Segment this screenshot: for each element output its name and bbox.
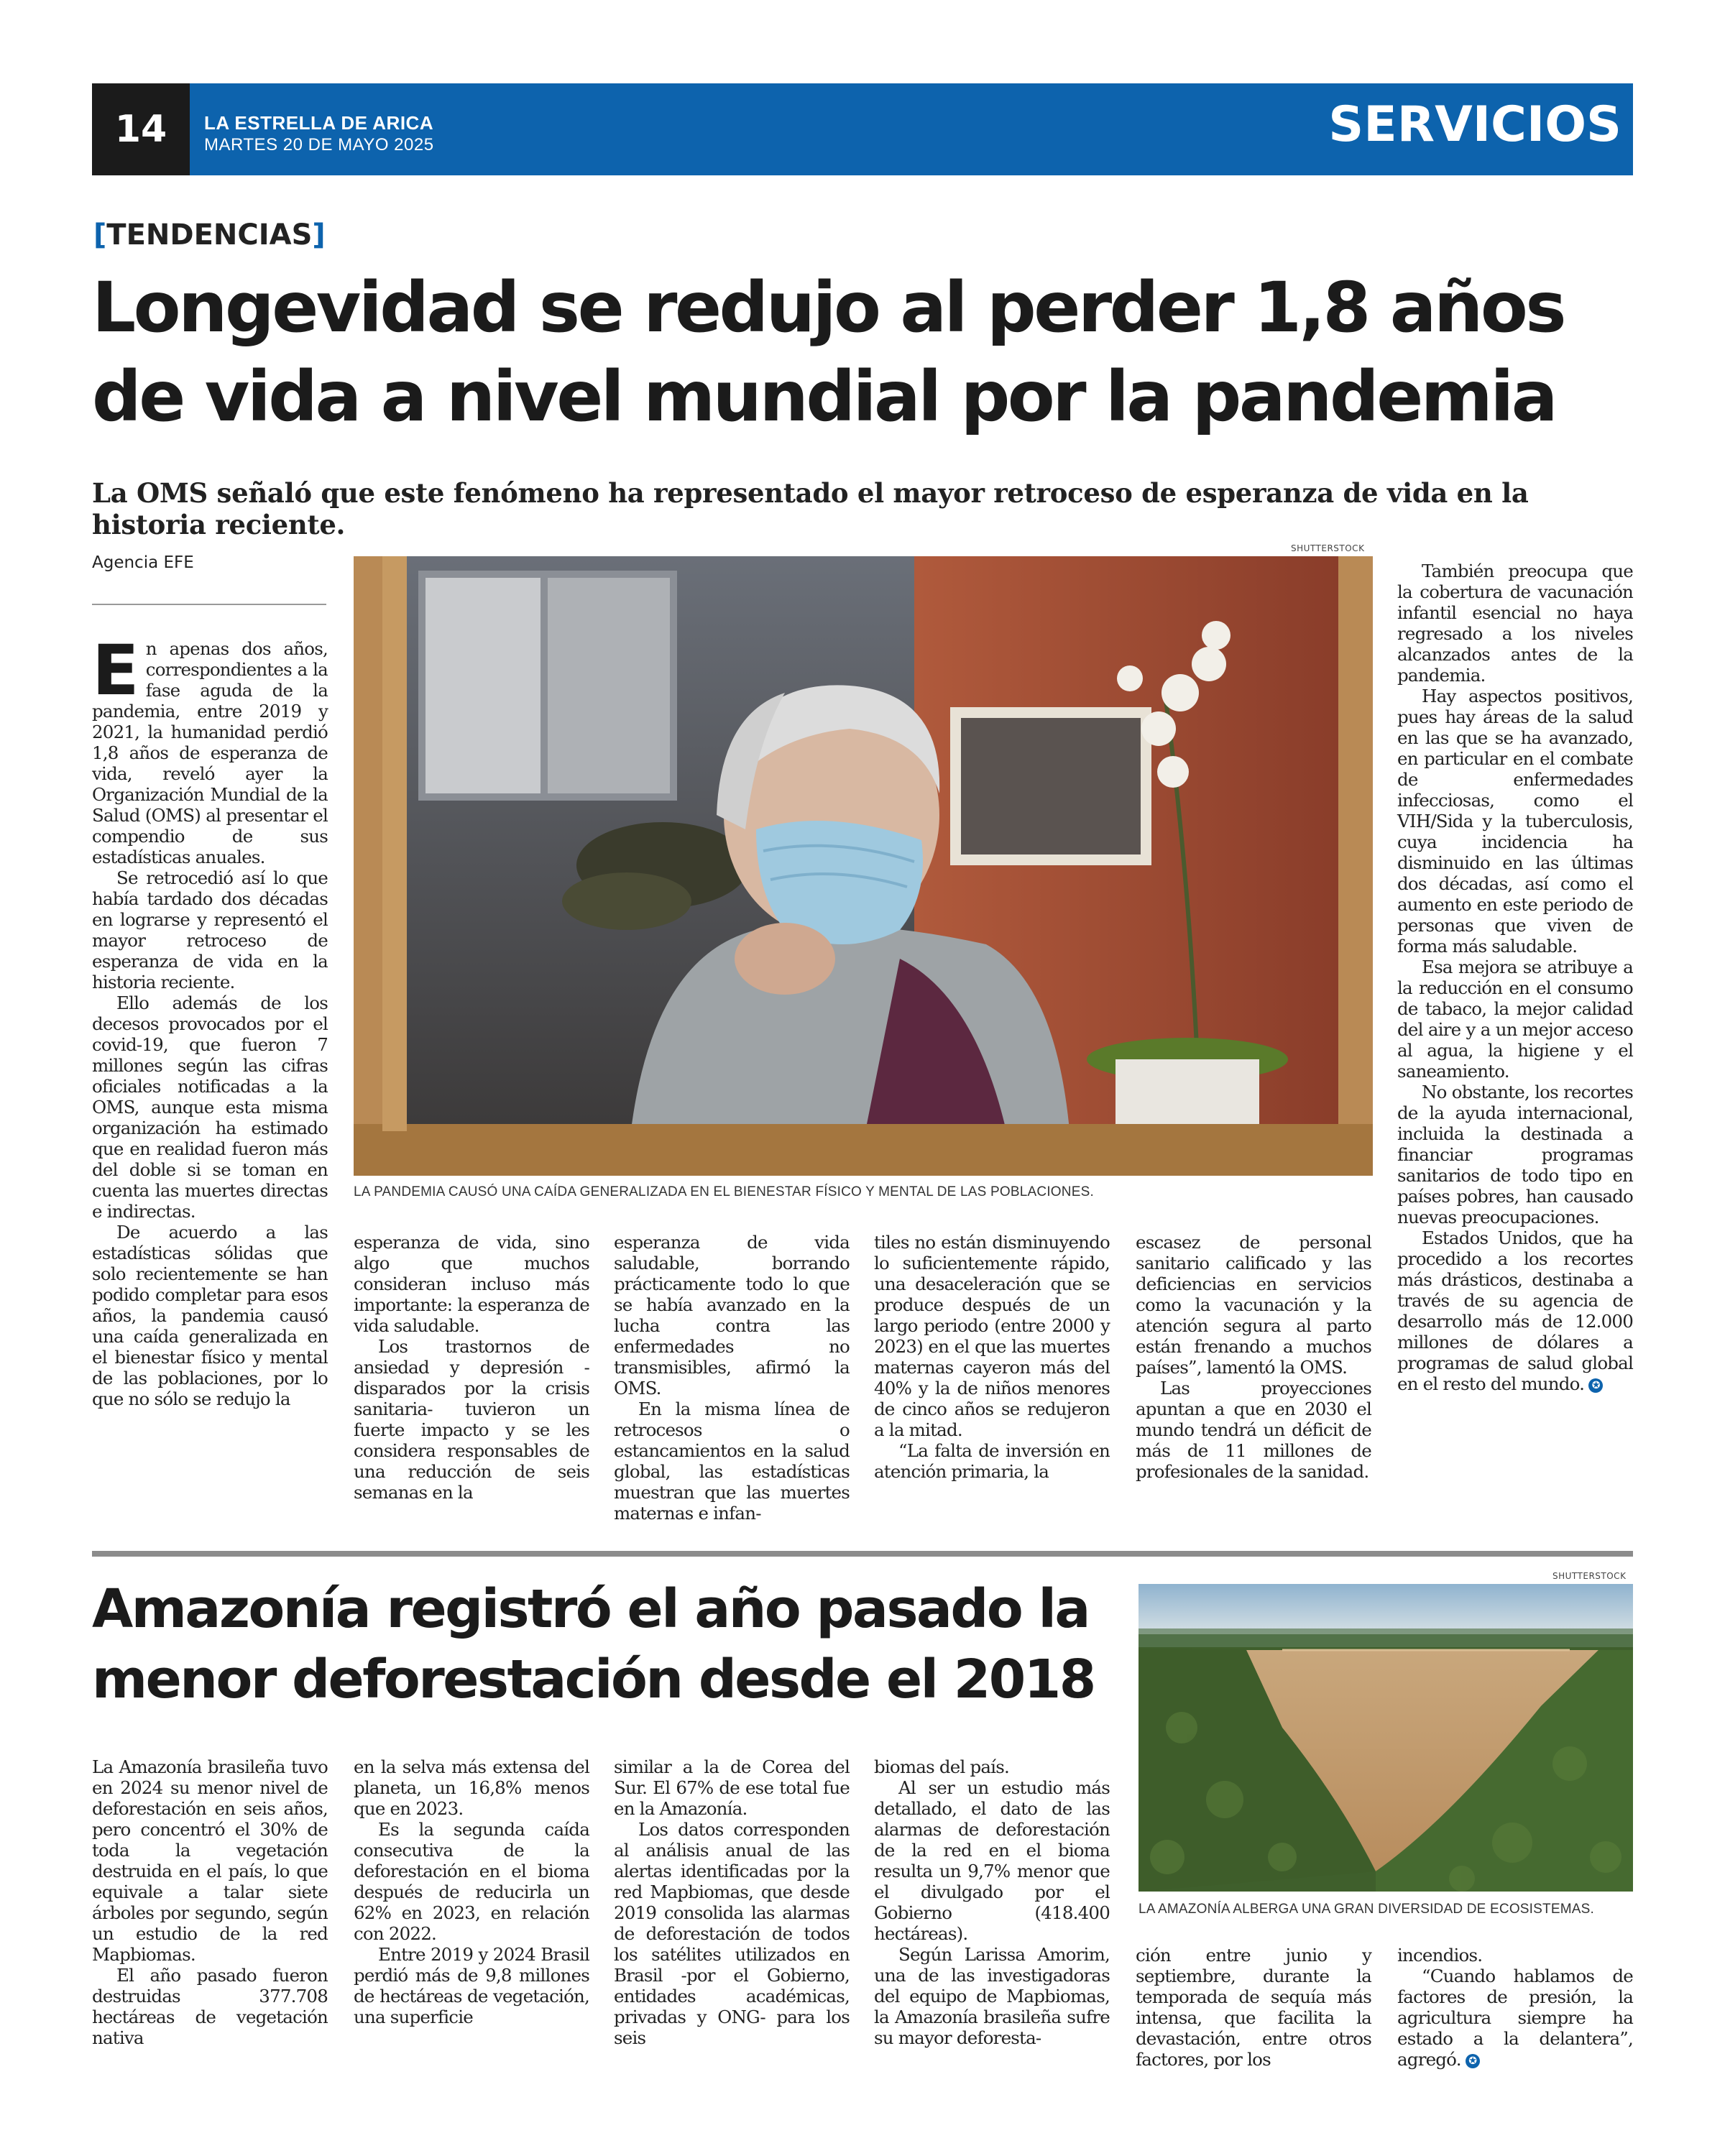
kicker: [TENDENCIAS]	[93, 218, 326, 252]
byline-divider	[92, 604, 326, 605]
story1-column-6	[1397, 561, 1633, 1394]
deforestation-aerial-illustration	[1138, 1584, 1633, 1892]
page-header	[92, 83, 1633, 175]
story1-column-4	[874, 1232, 1110, 1482]
paragraph: “La falta de inversión en atención primaria, la	[874, 1440, 1110, 1482]
headline-2	[92, 1574, 1127, 1715]
paragraph: Entre 2019 y 2024 Brasil perdió más de 9,8 millones de hectáreas de vegetación, una superficie	[354, 1944, 589, 2027]
paragraph: Las proyecciones apuntan a que en 2030 el mundo tendrá un déficit de más de 11 millones de profesionales de la sanidad.	[1136, 1378, 1371, 1482]
paragraph: La Amazonía brasileña tuvo en 2024 su menor nivel de deforestación en seis años, pero concentró el 30% de toda la vegetación destruida en el país, lo que equivale a talar siete árboles por segundo, según un estudio de la red Mapbiomas.	[92, 1756, 328, 1965]
lead-photo	[354, 556, 1373, 1176]
woman-at-window-illustration	[354, 556, 1373, 1176]
paragraph: En la misma línea de retrocesos o estancamientos en la salud global, las estadísticas muestran que las muertes maternas e infan-	[614, 1399, 850, 1524]
paragraph-text: Estados Unidos, que ha procedido a los recortes más drásticos, destinaba a través de su agencia de desarrollo más de 12.000 millones de dólares a programas de salud global en el resto del mundo.	[1397, 1227, 1633, 1394]
paragraph: De acuerdo a las estadísticas sólidas que solo recientemente se han podido completar para esos años, la pandemia causó una caída generalizada en el bienestar físico y mental de las poblaciones, por lo que no sólo se redujo la	[92, 1222, 328, 1409]
paragraph: en la selva más extensa del planeta, un 16,8% menos que en 2023.	[354, 1756, 589, 1819]
deck: La OMS señaló que este fenómeno ha representado el mayor retroceso de esperanza de vida en la historia reciente.	[92, 477, 1529, 540]
paragraph: similar a la de Corea del Sur. El 67% de ese total fue en la Amazonía.	[614, 1756, 850, 1819]
photo-credit-2: SHUTTERSTOCK	[1552, 1571, 1627, 1581]
paragraph	[1397, 1966, 1633, 2070]
paragraph: No obstante, los recortes de la ayuda internacional, incluida la destinada a financiar programas sanitarios de todo tipo en países pobres, han causado nuevas preocupaciones.	[1397, 1082, 1633, 1227]
headline-2-line-2: menor deforestación desde el 2018	[92, 1649, 1095, 1710]
paragraph: Es la segunda caída consecutiva de la deforestación en el bioma después de reducirla un 62% en 2023, en relación con 2022.	[354, 1819, 589, 1944]
paragraph: esperanza de vida saludable, borrando prácticamente todo lo que se había avanzado en la lucha contra las enfermedades no transmisibles, afirmó la OMS.	[614, 1232, 850, 1399]
paragraph: incendios.	[1397, 1945, 1483, 1966]
paragraph: Esa mejora se atribuye a la reducción en el consumo de tabaco, la mejor calidad del aire y a un mejor acceso al agua, la higiene y el saneamiento.	[1397, 957, 1633, 1082]
story2-column-2	[354, 1756, 589, 2027]
story1-column-2	[354, 1232, 589, 1503]
paragraph: Según Larissa Amorim, una de las investigadoras del equipo de Mapbiomas, la Amazonía brasileña sufre su mayor deforesta-	[874, 1944, 1110, 2048]
paragraph-text: “Cuando hablamos de factores de presión, la agricultura siempre ha estado a la delantera”, agregó.	[1397, 1966, 1633, 2070]
publication-name: LA ESTRELLA DE ARICA	[204, 112, 434, 134]
paragraph	[1397, 1227, 1633, 1394]
photo-caption-2: LA AMAZONÍA ALBERGA UNA GRAN DIVERSIDAD DE ECOSISTEMAS.	[1138, 1902, 1594, 1917]
paragraph: esperanza de vida, sino algo que muchos consideran incluso más importante: la esperanza de vida saludable.	[354, 1232, 589, 1336]
story1-column-3	[614, 1232, 850, 1524]
headline-2-line-1: Amazonía registró el año pasado la	[92, 1578, 1089, 1640]
paragraph: biomas del país.	[874, 1756, 1009, 1777]
paragraph: ción entre junio y septiembre, durante la temporada de sequía más intensa, que facilita la devastación, entre otros factores, por los	[1136, 1945, 1371, 2070]
section-name: SERVICIOS	[1328, 96, 1622, 153]
paragraph: escasez de personal sanitario calificado y las deficiencias en servicios como la vacunación y la atención segura al parto están frenando a muchos países”, lamentó la OMS.	[1136, 1232, 1371, 1378]
end-mark-icon: ✪	[1466, 2054, 1480, 2068]
paragraph-text: n apenas dos años, correspondientes a la fase aguda de la pandemia, entre 2019 y 2021, la humanidad perdió 1,8 años de esperanza de vida, reveló ayer la Organización Mundial de la Salud (OMS) al presentar el compendio de sus estadísticas anuales.	[92, 638, 328, 867]
story1-column-1	[92, 630, 328, 1409]
story2-column-4	[874, 1756, 1110, 2048]
story2-column-3	[614, 1756, 850, 2048]
end-mark-icon: ✪	[1588, 1378, 1603, 1393]
byline: Agencia EFE	[92, 553, 194, 572]
page-number: 14	[92, 83, 190, 175]
paragraph: Al ser un estudio más detallado, el dato de las alarmas de deforestación de la red en el bioma resulta un 9,7% menor que el divulgado por el Gobierno (418.400 hectáreas).	[874, 1777, 1110, 1944]
paragraph: Ello además de los decesos provocados por el covid-19, que fueron 7 millones según las cifras oficiales notificadas a la OMS, aunque esta misma organización ha estimado que en realidad fueron más del doble si se toman en cuenta las muertes directas e indirectas.	[92, 992, 328, 1222]
paragraph: Se retrocedió así lo que había tardado dos décadas en lograrse y representó el mayor retroceso de esperanza de vida en la historia reciente.	[92, 867, 328, 992]
paragraph: Los trastornos de ansiedad y depresión -disparados por la crisis sanitaria- tuvieron un fuerte impacto y se les considera responsables de una reducción de seis semanas en la	[354, 1336, 589, 1503]
amazon-photo	[1138, 1584, 1633, 1892]
paragraph: También preocupa que la cobertura de vacunación infantil esencial no haya regresado a los niveles alcanzados antes de la pandemia.	[1397, 561, 1633, 686]
paragraph: El año pasado fueron destruidas 377.708 hectáreas de vegetación nativa	[92, 1965, 328, 2048]
photo-caption: LA PANDEMIA CAUSÓ UNA CAÍDA GENERALIZADA EN EL BIENESTAR FÍSICO Y MENTAL DE LAS POBLACIONES.	[354, 1184, 1094, 1199]
story2-column-1	[92, 1756, 328, 2048]
drop-cap: E	[92, 630, 139, 711]
paragraph: Los datos corresponden al análisis anual de las alertas identificadas por la red Mapbiomas, que desde 2019 consolida las alarmas de deforestación de todos los satélites utilizados en Brasil -por el Gobierno, entidades académicas, privadas y ONG- para los seis	[614, 1819, 850, 2048]
paragraph: Hay aspectos positivos, pues hay áreas de la salud en las que se ha avanzado, en particular en el combate de enfermedades infecciosas, como el VIH/Sida y la tuberculosis, cuya incidencia ha disminuido en las últimas dos décadas, así como el aumento en este periodo de personas que viven de forma más saludable.	[1397, 686, 1633, 957]
headline-line-2: de vida a nivel mundial por la pandemia	[92, 356, 1556, 437]
kicker-text: TENDENCIAS	[106, 218, 313, 252]
story2-column-6	[1397, 1945, 1633, 2070]
story1-column-5	[1136, 1232, 1371, 1482]
publication-date: MARTES 20 DE MAYO 2025	[204, 135, 434, 155]
photo-credit: SHUTTERSTOCK	[1291, 543, 1365, 553]
paragraph	[92, 630, 328, 867]
story2-column-5	[1136, 1945, 1371, 2070]
headline	[92, 263, 1659, 441]
paragraph: tiles no están disminuyendo lo suficientemente rápido, una desaceleración que se produce después de un largo periodo (entre 2000 y 2023) en el que las muertes maternas cayeron más del 40% y la de niños menores de cinco años se redujeron a la mitad.	[874, 1232, 1110, 1440]
story-divider	[92, 1551, 1633, 1557]
headline-line-1: Longevidad se redujo al perder 1,8 años	[92, 267, 1564, 348]
